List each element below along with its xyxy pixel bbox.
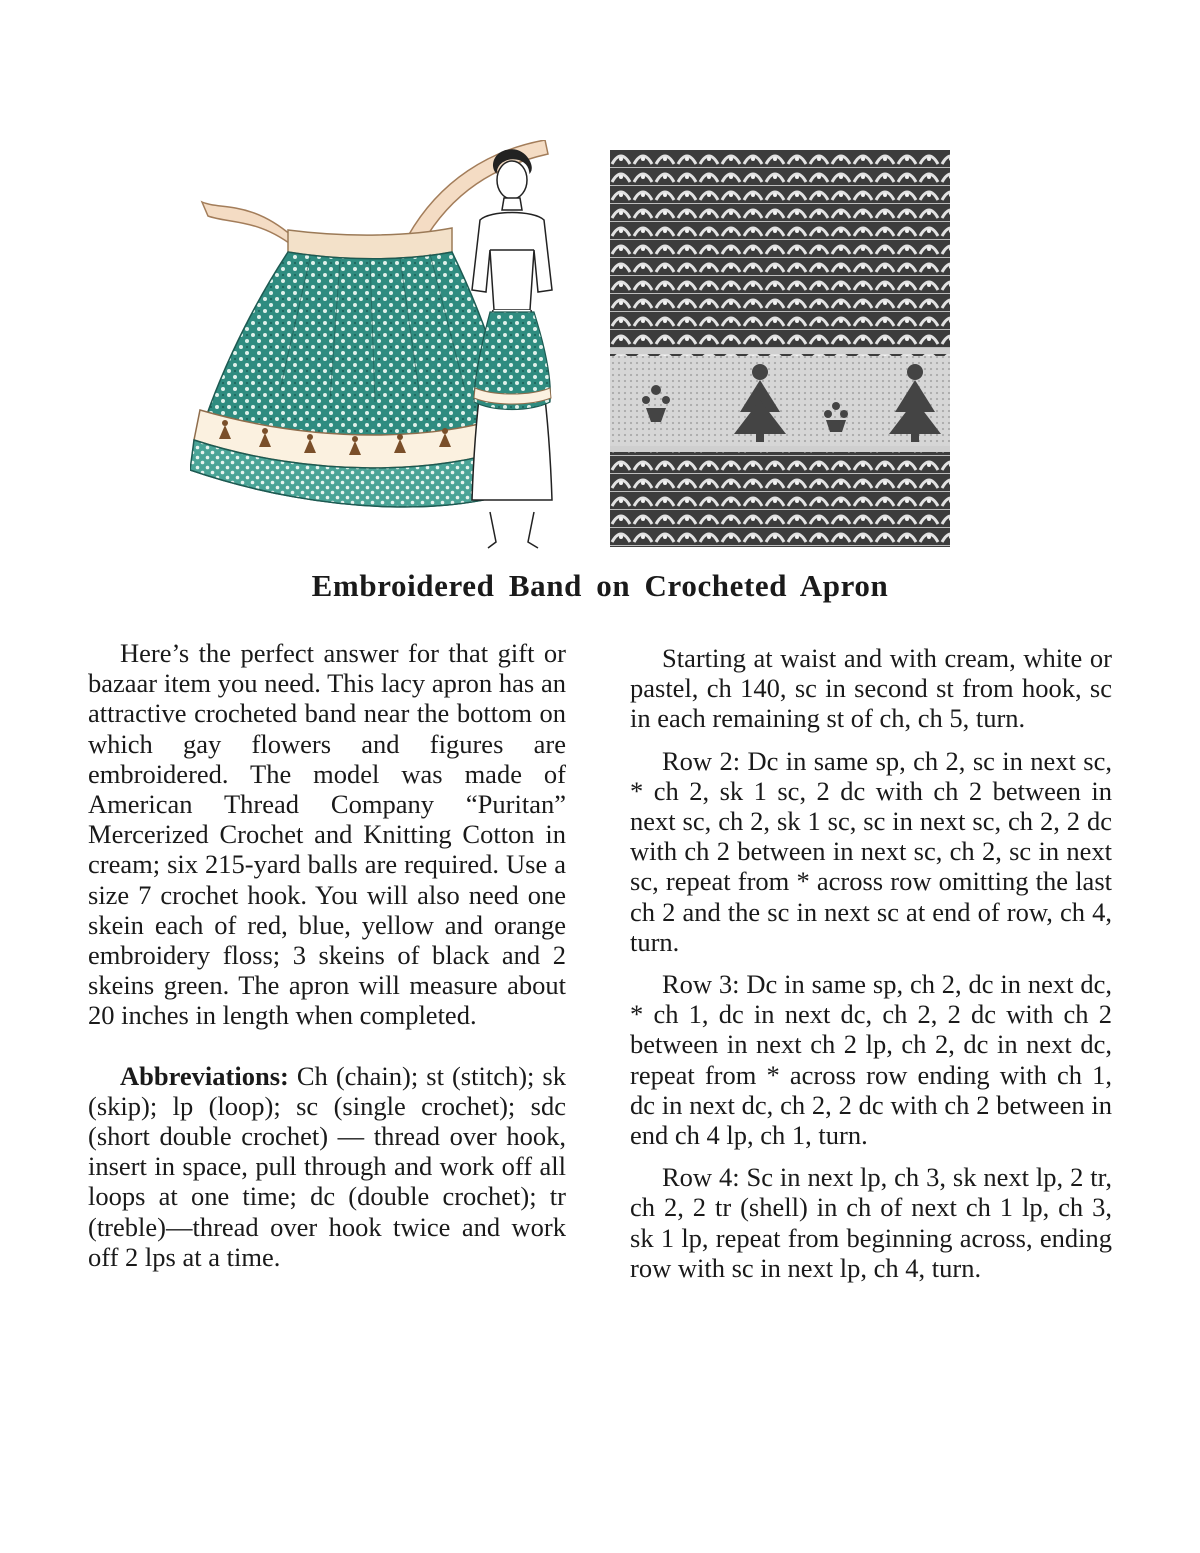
row-2-paragraph: Row 2: Dc in same sp, ch 2, sc in next sc, * ch 2, sk 1 sc, 2 dc with ch 2 between in next sc, ch 2, sk 1 sc, sc in next sc, ch 2, 2 dc with ch 2 between in next sc, ch 2, sc in next sc, repeat from * across row omitting the last ch 2 and the sc in next sc at end of row, ch 4, turn.: [630, 745, 1112, 957]
abbreviations-paragraph: [88, 1061, 566, 1272]
crochet-band-photo-icon: [610, 150, 950, 547]
apron-illustration-icon: [190, 140, 610, 570]
apron-illustration: [190, 140, 610, 570]
left-column: [88, 638, 566, 1272]
crochet-band-photo: [610, 150, 950, 547]
row-4-paragraph: Row 4: Sc in next lp, ch 3, sk next lp, 2 tr, ch 2, 2 tr (shell) in ch of next ch 1 lp, ch 3, sk 1 lp, repeat from beginning across, ending row with sc in next lp, ch 4, turn.: [630, 1162, 1112, 1283]
starting-paragraph: Starting at waist and with cream, white or pastel, ch 140, sc in second st from hook, sc in each remaining st of ch, ch 5, turn.: [630, 643, 1112, 734]
right-column: [630, 643, 1112, 1283]
row-3-paragraph: Row 3: Dc in same sp, ch 2, dc in next dc, * ch 1, dc in next dc, ch 2, 2 dc with ch 2 between in next ch 2 lp, ch 2, dc in next dc, repeat from * across row ending with ch 1, dc in next dc, ch 2, 2 dc with ch 2 between in end ch 4 lp, ch 1, turn.: [630, 969, 1112, 1151]
abbreviations-text: Ch (chain); st (stitch); sk (skip); lp (loop); sc (single crochet); sdc (short double crochet) — thread over hook, insert in space, pull through and work off all loops at one time; dc (double crochet); tr (treble)—thread over hook twice and work off 2 lps at a time.: [88, 1060, 566, 1272]
page-title: Embroidered Band on Crocheted Apron: [311, 568, 889, 603]
intro-paragraph: Here’s the perfect answer for that gift or bazaar item you need. This lacy apron has an attractive crocheted band near the bottom on which gay flowers and figures are embroidered. The model was made of American Thread Company “Puritan” Mercerized Crochet and Knitting Cotton in cream; six 215-yard balls are required. Use a size 7 crochet hook. You will also need one skein each of red, blue, yellow and orange embroidery floss; 3 skeins of black and 2 skeins green. The apron will measure about 20 inches in length when completed.: [88, 638, 566, 1031]
abbreviations-heading: Abbreviations:: [120, 1060, 289, 1091]
